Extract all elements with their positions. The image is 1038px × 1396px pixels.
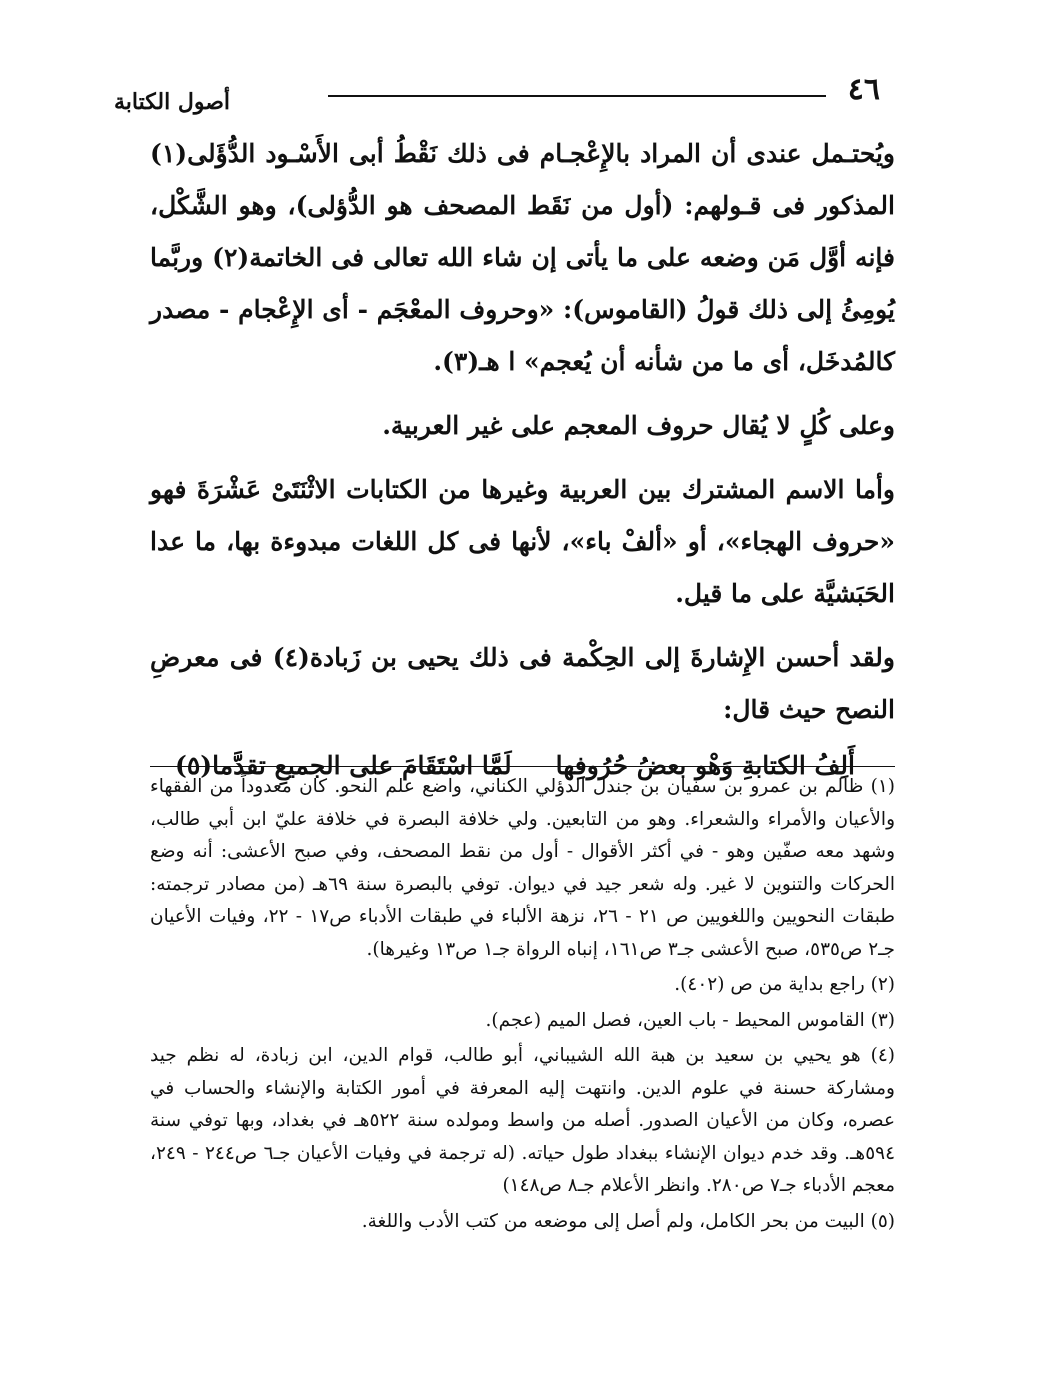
footnote-divider [150, 766, 895, 767]
page-number: ٤٦ [847, 72, 880, 107]
running-title: أصول الكتابة [114, 89, 231, 115]
page-header [100, 72, 890, 115]
paragraph: وأما الاسم المشترك بين العربية وغيرها من الكتابات الاثْنَتَىْ عَشْرَةَ فهو «حروف الهجاء»، أو «ألفْ باء»، لأنها فى كل اللغات مبدوءة بها، ما عدا الحَبَشيَّة على ما قيل. [150, 475, 895, 608]
footnote: (٢) راجع بداية من ص (٤٠٢). [674, 974, 895, 995]
paragraph: وعلى كُلٍ لا يُقال حروف المعجم على غير العربية. [382, 411, 895, 440]
header-rule [328, 95, 826, 97]
paragraph: ويُحتـمل عندى أن المراد بالإِعْجـام فى ذلك نَقْطُ أبى الأَسْـود الدُّؤَلى(١) المذكور فى قـولهم: (أول من نَقَط المصحف هو الدُّؤلى)، وهو الشَّكْل، فإنه أوَّل مَن وضعه على ما يأتى إن شاء الله تعالى فى الخاتمة(٢) وربَّما يُومِئُ إلى ذلك قولُ (القاموس): «وحروف المعْجَم - أى الإِعْجام - مصدر كالمُدخَل، أى ما من شأنه أن يُعجم» ا هـ(٣). [150, 139, 895, 376]
footnote: (١) ظالم بن عمرو بن سفيان بن جندل الدؤلي الكناني، واضع علم النحو. كان معدوداً من الفقهاء والأعيان والأمراء والشعراء. وهو من التابعين. ولي خلافة البصرة في خلافة عليّ ابن أبي طالب، وشهد معه صفّين وهو - في أكثر الأقوال - أول من نقط المصحف، وفي صبح الأعشى: أنه وضع الحركات والتنوين لا غير. وله شعر جيد في ديوان. توفي بالبصرة سنة ٦٩هـ (من مصادر ترجمته: طبقات النحويين واللغويين ص ٢١ - ٢٦، نزهة الألباء في طبقات الأدباء ص١٧ - ٢٢، وفيات الأعيان جـ٢ ص٥٣٥، صبح الأعشى جـ٣ ص١٦١، إنباه الرواة جـ١ ص١٣ وغيرها). [150, 776, 896, 960]
main-text [150, 128, 895, 792]
footnote: (٣) القاموس المحيط - باب العين، فصل الميم (عجم). [485, 1009, 895, 1031]
verse-first-hemistich: أَلِفُ الكتابةِ وَهْو بعضُ حُرُوفِها [555, 751, 855, 780]
verse-second-hemistich: لَمَّا اسْتَقَامَ على الجميعِ تقدَّما(٥) [175, 751, 512, 780]
footnotes [150, 771, 895, 1238]
footnote: (٤) هو يحيي بن سعيد بن هبة الله الشيباني، أبو طالب، قوام الدين، ابن زبادة، له نظم جيد ومشاركة حسنة في علوم الدين. وانتهت إليه المعرفة في أمور الكتابة والإنشاء والحساب في عصره، وكان من الأعيان الصدور. أصله من واسط ومولده سنة ٥٢٢هـ في بغداد، وبها توفي سنة ٥٩٤هـ. وقد خدم ديوان الإنشاء ببغداد طول حياته. (له ترجمة في وفيات الأعيان جـ٦ ص٢٤٤ - ٢٤٩، معجم الأدباء جـ٧ ص٢٨٠. وانظر الأعلام جـ٨ ص١٤٨) [150, 1045, 896, 1196]
paragraph: ولقد أحسن الإِشارةَ إلى الحِكْمة فى ذلك يحيى بن زَبادة(٤) فى معرضِ النصح حيث قال: [150, 643, 895, 724]
footnote: (٥) البيت من بحر الكامل، ولم أصل إلى موضعه من كتب الأدب واللغة. [361, 1210, 895, 1232]
